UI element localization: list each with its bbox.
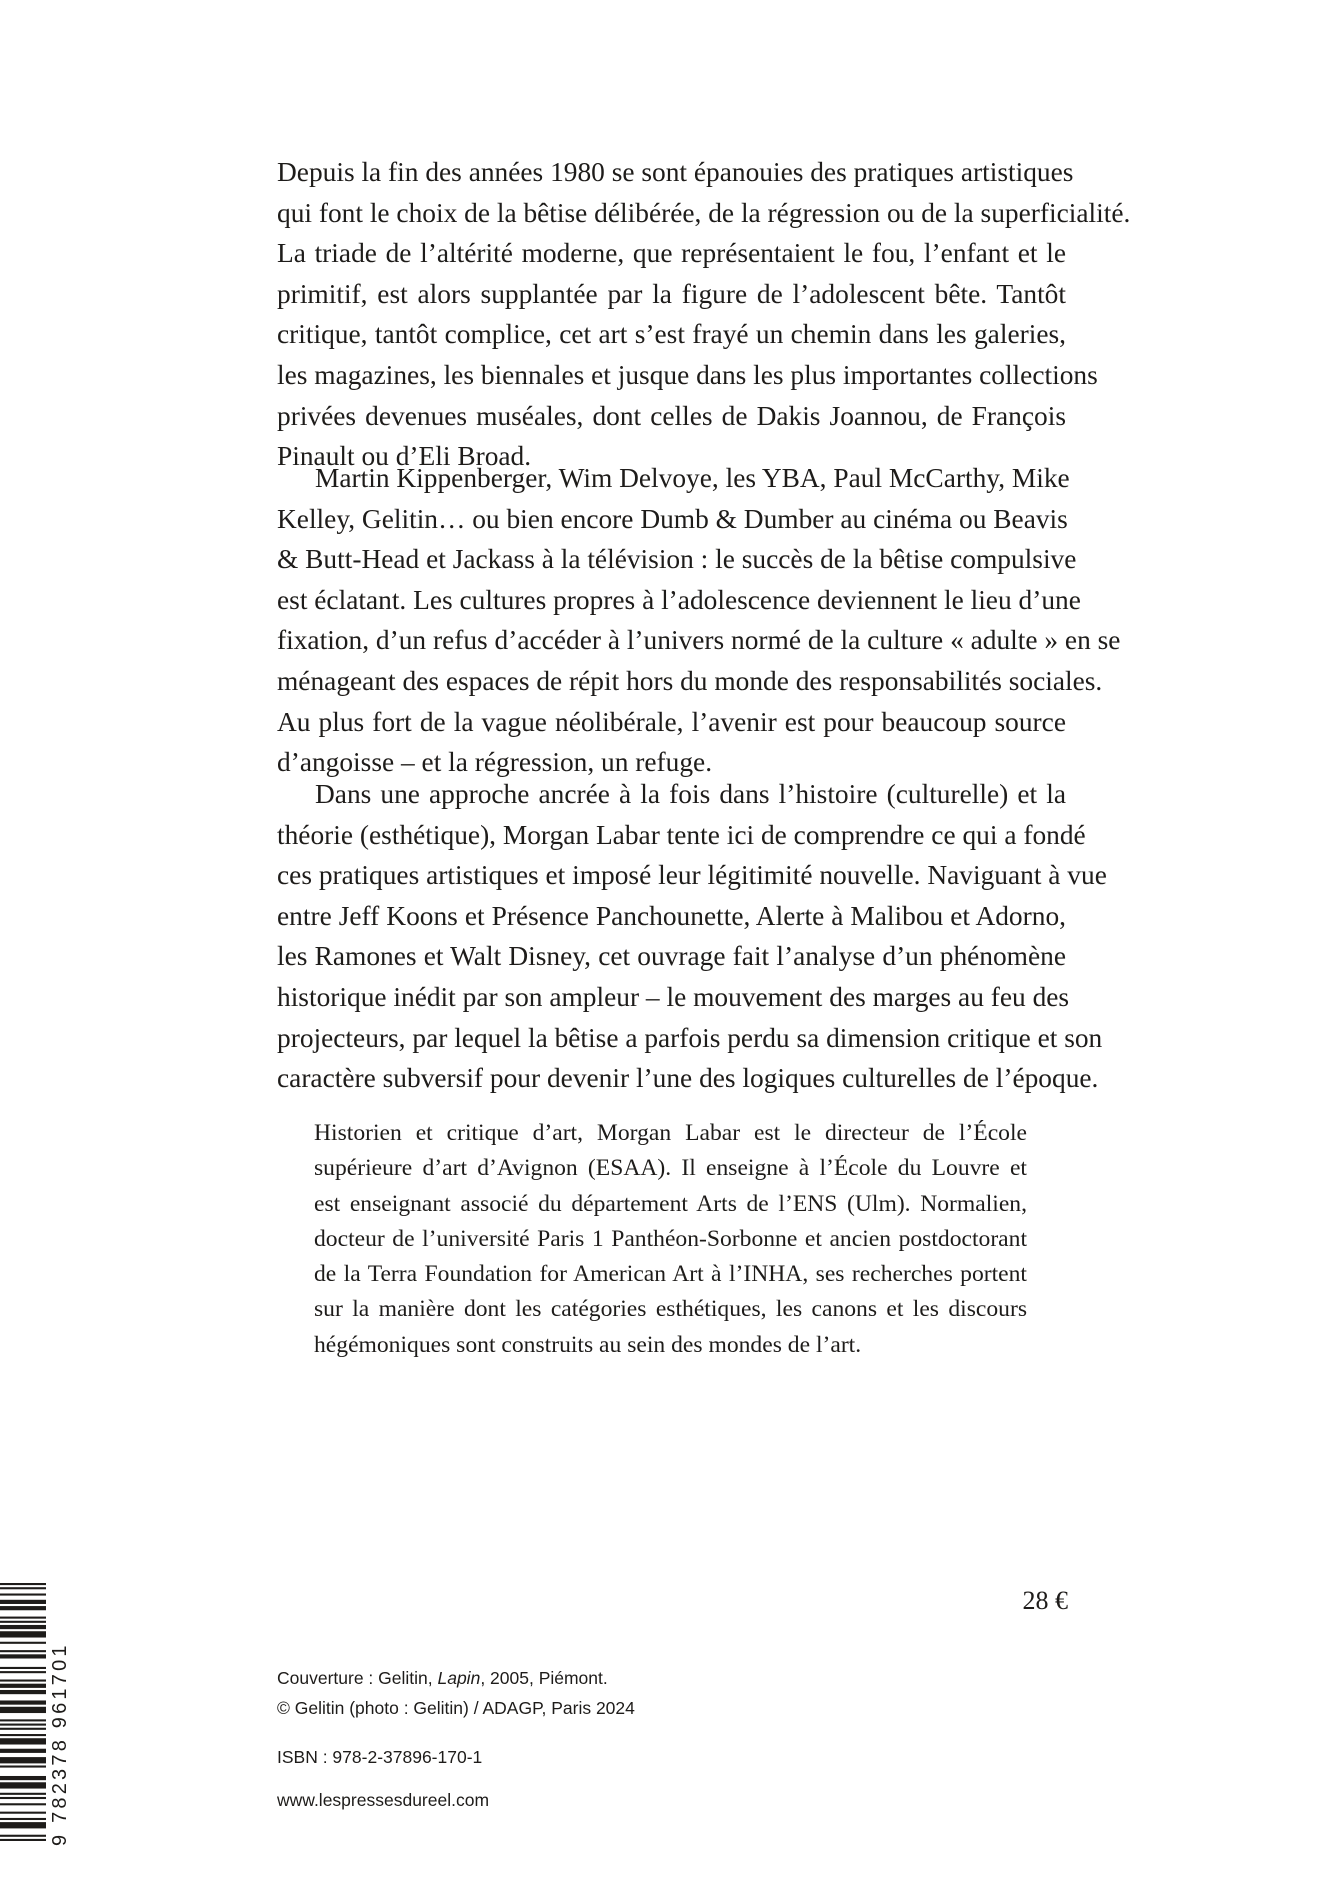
- barcode-bar: [0, 1583, 46, 1585]
- barcode-bar: [0, 1719, 46, 1721]
- barcode-bar: [0, 1654, 46, 1658]
- paragraph-3-line: caractère subversif pour devenir l’une des logiques culturelles de l’époque.: [277, 1063, 1099, 1094]
- barcode-bar: [0, 1776, 46, 1780]
- paragraph-1-line: privées devenues muséales, dont celles de Dakis Joannou, de François: [277, 400, 1066, 431]
- barcode-bar: [0, 1835, 46, 1837]
- paragraph-1-line: Pinault ou d’Eli Broad.: [277, 441, 532, 472]
- isbn: ISBN : 978-2-37896-170-1: [277, 1747, 483, 1767]
- author-bio: [314, 1116, 1027, 1363]
- bio-line: Historien et critique d’art, Morgan Labar est le directeur de l’École: [314, 1120, 1027, 1146]
- paragraph-2-line: fixation, d’un refus d’accéder à l’univers normé de la culture « adulte » en se: [277, 625, 1121, 656]
- barcode-digits: 9 782378 961701: [49, 1642, 71, 1846]
- paragraph-3-line: théorie (esthétique), Morgan Labar tente ici de comprendre ce qui a fondé: [277, 819, 1086, 850]
- barcode-bar: [0, 1617, 46, 1619]
- paragraph-3-line: les Ramones et Walt Disney, cet ouvrage fait l’analyse d’un phénomène: [277, 941, 1066, 972]
- barcode-bar: [0, 1606, 46, 1610]
- barcode-bar: [0, 1650, 46, 1652]
- cover-credit-title: Lapin: [437, 1668, 481, 1688]
- description-paragraph-1: [277, 152, 1131, 477]
- paragraph-2-line: ménageant des espaces de répit hors du monde des responsabilités sociales.: [277, 665, 1103, 696]
- barcode-bar: [0, 1757, 46, 1763]
- paragraph-1-line: La triade de l’altérité moderne, que représentaient le fou, l’enfant et le: [277, 238, 1066, 269]
- barcode-bar: [0, 1797, 46, 1799]
- barcode-bar: [0, 1782, 46, 1788]
- barcode-bar: [0, 1839, 46, 1841]
- barcode-bar: [0, 1822, 46, 1828]
- barcode-bar: [0, 1724, 46, 1726]
- barcode-bar: [0, 1728, 46, 1730]
- paragraph-1-line: les magazines, les biennales et jusque dans les plus importantes collections: [277, 359, 1098, 390]
- bio-line: de la Terra Foundation for American Art à l’INHA, ses recherches portent: [314, 1261, 1027, 1288]
- paragraph-2-line: & Butt-Head et Jackass à la télévision : le succès de la bêtise compulsive: [277, 544, 1077, 575]
- barcode-bar: [0, 1642, 46, 1644]
- description-paragraph-3: [277, 774, 1107, 1099]
- barcode-bar: [0, 1812, 46, 1814]
- bio-line: supérieure d’art d’Avignon (ESAA). Il enseigne à l’École du Louvre et: [314, 1155, 1027, 1182]
- paragraph-1-line: qui font le choix de la bêtise délibérée, de la régression ou de la superficialité.: [277, 197, 1131, 228]
- barcode-bar: [0, 1679, 46, 1681]
- paragraph-2-line: Martin Kippenberger, Wim Delvoye, les YBA, Paul McCarthy, Mike: [315, 463, 1070, 493]
- paragraph-2-line: d’angoisse – et la régression, un refuge.: [277, 747, 713, 778]
- bio-line: hégémoniques sont construits au sein des mondes de l’art.: [314, 1331, 862, 1358]
- copyright-credit: © Gelitin (photo : Gelitin) / ADAGP, Paris 2024: [277, 1698, 635, 1718]
- barcode-bar: [0, 1631, 46, 1637]
- paragraph-3-line: Dans une approche ancrée à la fois dans l’histoire (culturelle) et la: [315, 779, 1066, 809]
- barcode-bar: [0, 1765, 46, 1767]
- barcode-bar: [0, 1667, 46, 1669]
- paragraph-3-line: ces pratiques artistiques et imposé leur légitimité nouvelle. Naviguant à vue: [277, 860, 1107, 891]
- barcode-bar: [0, 1707, 46, 1713]
- barcode-bar: [0, 1625, 46, 1629]
- barcode-bar: [0, 1671, 46, 1673]
- price: 28 €: [1022, 1586, 1068, 1615]
- paragraph-1-line: Depuis la fin des années 1980 se sont épanouies des pratiques artistiques: [277, 157, 1074, 187]
- bio-line: docteur de l’université Paris 1 Panthéon-Sorbonne et ancien postdoctorant: [314, 1225, 1027, 1252]
- barcode-bar: [0, 1621, 46, 1623]
- barcode-bar: [0, 1587, 46, 1589]
- bio-line: sur la manière dont les catégories esthétiques, les canons et les discours: [314, 1296, 1027, 1323]
- cover-credit-prefix: Couverture : Gelitin,: [277, 1668, 438, 1688]
- barcode-bar: [0, 1818, 46, 1820]
- paragraph-3-line: historique inédit par son ampleur – le mouvement des marges au feu des: [277, 981, 1070, 1012]
- paragraph-2-line: Au plus fort de la vague néolibérale, l’avenir est pour beaucoup source: [277, 706, 1066, 737]
- barcode-bar: [0, 1593, 46, 1595]
- description-paragraph-2: [277, 458, 1121, 783]
- barcode-bar: [0, 1600, 46, 1604]
- bio-line: est enseignant associé du département Arts de l’ENS (Ulm). Normalien,: [314, 1190, 1027, 1217]
- paragraph-3-line: entre Jeff Koons et Présence Panchounette, Alerte à Malibou et Adorno,: [277, 900, 1066, 931]
- barcode-bar: [0, 1700, 46, 1704]
- barcode-bar: [0, 1793, 46, 1795]
- paragraph-2-line: est éclatant. Les cultures propres à l’adolescence deviennent le lieu d’une: [277, 584, 1081, 615]
- publisher-website[interactable]: www.lespressesdureel.com: [277, 1790, 490, 1810]
- paragraph-1-line: primitif, est alors supplantée par la figure de l’adolescent bête. Tantôt: [277, 278, 1066, 309]
- barcode-bar: [0, 1749, 46, 1753]
- barcode-bar: [0, 1684, 46, 1688]
- paragraph-1-line: critique, tantôt complice, cet art s’est frayé un chemin dans les galeries,: [277, 319, 1066, 350]
- barcode-bar: [0, 1738, 46, 1744]
- cover-credit: [277, 1663, 608, 1693]
- barcode-bar: [0, 1734, 46, 1736]
- barcode-bar: [0, 1803, 46, 1805]
- cover-credit-suffix: , 2005, Piémont.: [480, 1668, 608, 1688]
- paragraph-3-line: projecteurs, par lequel la bêtise a parfois perdu sa dimension critique et son: [277, 1022, 1103, 1053]
- barcode-bar: [0, 1690, 46, 1694]
- barcode-bars: [0, 1583, 46, 1841]
- paragraph-2-line: Kelley, Gelitin… ou bien encore Dumb & Dumber au cinéma ou Beavis: [277, 503, 1068, 534]
